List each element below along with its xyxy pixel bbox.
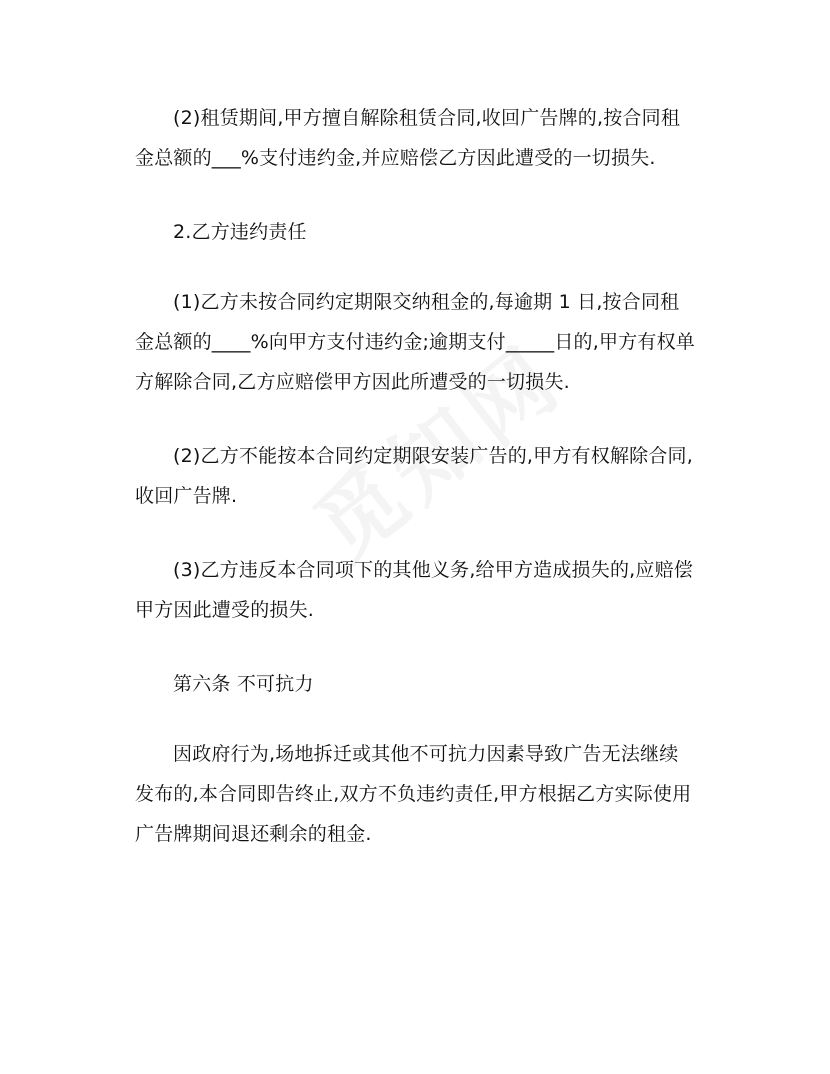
article-heading-force-majeure: 第六条 不可抗力 (173, 673, 314, 695)
paragraph-other-obligations: (3)乙方违反本合同项下的其他义务,给甲方造成损失的,应赔偿甲方因此遭受的损失. (135, 559, 693, 621)
paragraph-party-a-termination: (2)租赁期间,甲方擅自解除租赁合同,收回广告牌的,按合同租金总额的___%支付违约金,并应赔偿乙方因此遭受的一切损失. (135, 107, 681, 169)
paragraph-force-majeure: 因政府行为,场地拆迁或其他不可抗力因素导致广告无法继续发布的,本合同即告终止,双方不负违约责任,甲方根据乙方实际使用广告牌期间退还剩余的租金. (135, 743, 692, 845)
paragraph-installation-delay: (2)乙方不能按本合同约定期限安装广告的,甲方有权解除合同,收回广告牌. (135, 445, 693, 507)
section-heading-party-b-liability: 2.乙方违约责任 (173, 221, 307, 243)
paragraph-late-rent: (1)乙方未按合同约定期限交纳租金的,每逾期 1 日,按合同租金总额的____%向甲方支付违约金;逾期支付_____日的,甲方有权单方解除合同,乙方应赔偿甲方因此所遭受的一切损失. (135, 291, 695, 393)
document-body (135, 98, 697, 888)
